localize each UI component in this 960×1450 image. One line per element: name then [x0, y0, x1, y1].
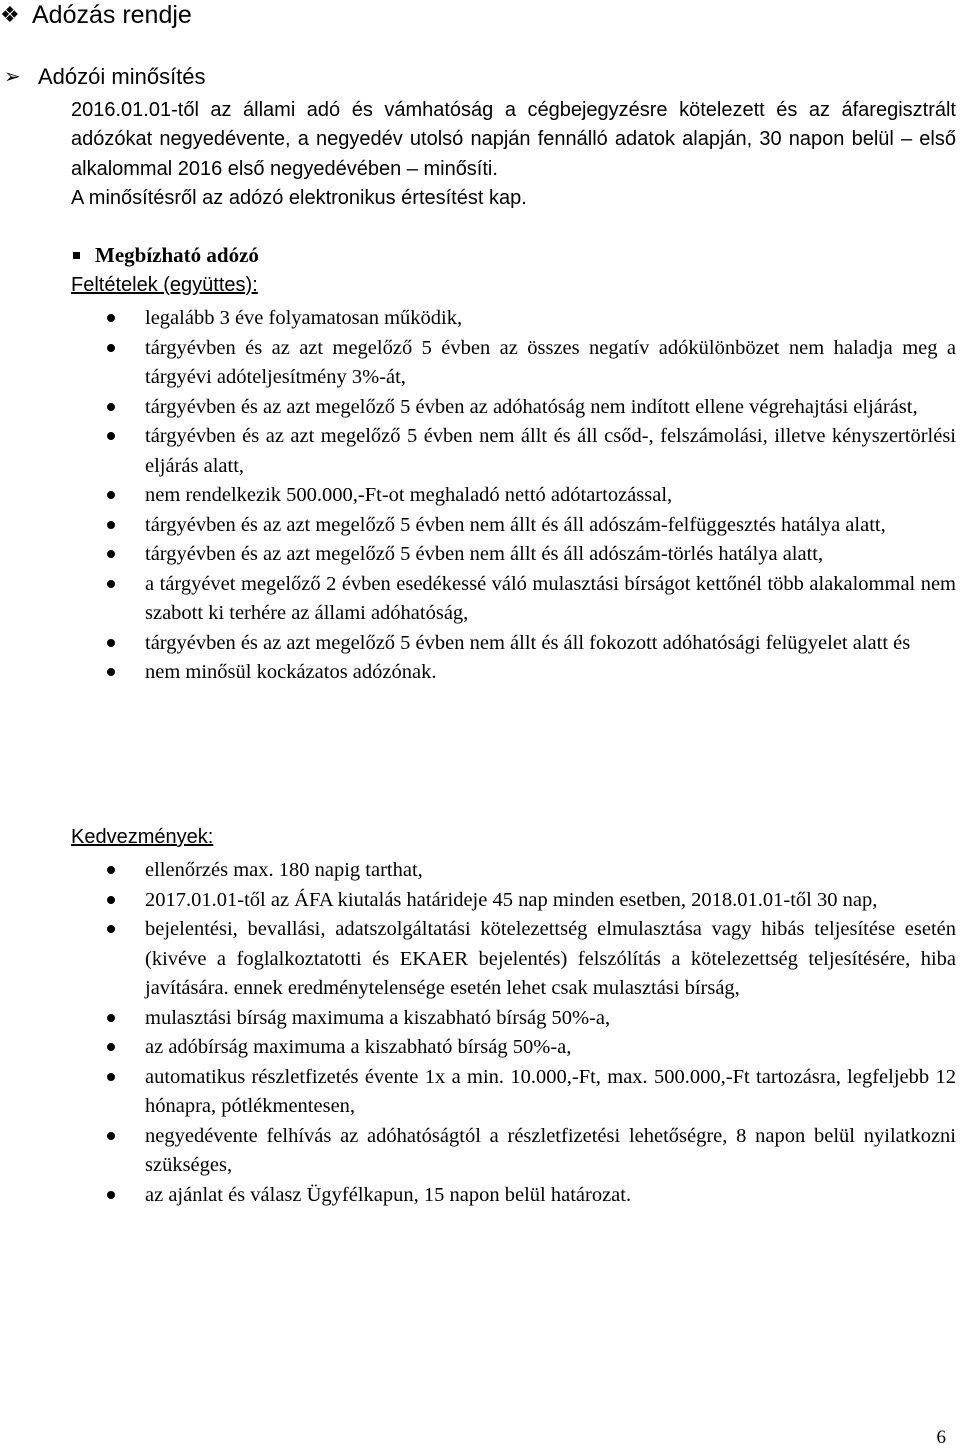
bullet-icon [107, 896, 115, 904]
bullet-icon [107, 1043, 115, 1051]
conditions-list [0, 304, 956, 688]
list-item-text: tárgyévben és az azt megelőző 5 évben az összes negatív adókülönbözet nem haladja meg a tárgyévi adóteljesítmény 3%-át, [145, 336, 956, 388]
list-item-text: 2017.01.01-től az ÁFA kiutalás határideje 45 nap minden esetben, 2018.01.01-től 30 nap, [145, 888, 878, 911]
list-item [0, 915, 956, 1004]
list-item-text: tárgyévben és az azt megelőző 5 évben nem állt és áll adószám-törlés hatálya alatt, [145, 543, 824, 565]
bullet-icon [107, 344, 115, 352]
list-item [0, 1122, 956, 1181]
list-item [0, 393, 956, 423]
list-item-text: az adóbírság maximuma a kiszabható bírság 50%-a, [145, 1036, 572, 1058]
list-item [0, 481, 956, 511]
page-number: 6 [936, 1427, 946, 1448]
list-item [0, 1063, 956, 1122]
list-item-text: automatikus részletfizetés évente 1x a min. 10.000,-Ft, max. 500.000,-Ft tartozásra, legfeljebb 12 hónapra, pótlékmentesen, [145, 1065, 956, 1117]
benefits-label: Kedvezmények: [71, 826, 214, 848]
section-heading [0, 0, 192, 30]
bullet-icon [107, 925, 115, 933]
bullet-icon [107, 550, 115, 558]
list-item-text: nem rendelkezik 500.000,-Ft-ot meghaladó nettó adótartozással, [145, 484, 673, 506]
list-item-text: bejelentési, bevallási, adatszolgáltatási kötelezettség elmulasztása vagy hibás teljesítése esetén (kivéve a foglalkoztatotti és EKAER bejelentés) felszólítás a kötelezettség teljesítésére, hiba javítására. ennek eredménytelensége esetén lehet csak mulasztási bírság, [145, 918, 956, 999]
list-item [0, 511, 956, 541]
bullet-icon [107, 866, 115, 874]
subsection-title: Adózói minősítés [38, 64, 206, 89]
section-title: Adózás rendje [32, 1, 192, 29]
bullet-icon [107, 639, 115, 647]
list-item [0, 658, 956, 688]
list-item [0, 629, 956, 659]
arrowhead-icon: ➢ [4, 66, 21, 88]
list-item-text: a tárgyévet megelőző 2 évben esedékessé váló mulasztási bírságot kettőnél több alakalommal nem szabott ki terhére az állami adóhatóság, [145, 572, 956, 624]
notification-paragraph: A minősítésről az adózó elektronikus értesítést kap. [71, 187, 527, 209]
list-item-text: nem minősül kockázatos adózónak. [145, 661, 437, 683]
list-item-text: mulasztási bírság maximuma a kiszabható bírság 50%-a, [145, 1006, 611, 1029]
diamond-flower-icon: ❖ [0, 2, 20, 27]
list-item [0, 886, 956, 916]
list-item [0, 570, 956, 629]
list-item [0, 334, 956, 393]
bullet-icon [107, 491, 115, 499]
list-item [0, 304, 956, 334]
bullet-icon [107, 1132, 115, 1140]
list-item-text: tárgyévben és az azt megelőző 5 évben az adóhatóság nem indított ellene végrehajtási eljárást, [145, 395, 918, 418]
bullet-icon [107, 521, 115, 529]
list-item-text: az ajánlat és válasz Ügyfélkapun, 15 napon belül határozat. [145, 1183, 632, 1206]
bullet-icon [107, 1014, 115, 1022]
square-bullet-icon [73, 252, 80, 259]
bullet-icon [107, 403, 115, 411]
list-item [0, 1181, 956, 1211]
list-item-text: tárgyévben és az azt megelőző 5 évben nem állt és áll csőd-, felszámolási, illetve kényszertörlési eljárás alatt, [145, 425, 956, 477]
conditions-label: Feltételek (együttes): [71, 274, 258, 296]
list-item-text: tárgyévben és az azt megelőző 5 évben nem állt és áll adószám-felfüggesztés hatálya alatt, [145, 513, 886, 536]
bullet-icon [107, 668, 115, 676]
category-title: Megbízható adózó [95, 243, 259, 267]
list-item [0, 540, 956, 570]
list-item [0, 856, 956, 886]
list-item [0, 1033, 956, 1063]
list-item [0, 422, 956, 481]
bullet-icon [107, 1191, 115, 1199]
list-item-text: legalább 3 éve folyamatosan működik, [145, 307, 463, 329]
bullet-icon [107, 314, 115, 322]
list-item-text: tárgyévben és az azt megelőző 5 évben nem állt és áll fokozott adóhatósági felügyelet alatt és [145, 631, 911, 654]
list-item-text: negyedévente felhívás az adóhatóságtól a részletfizetési lehetőségre, 8 napon belül nyilatkozni szükséges, [145, 1124, 956, 1176]
list-item [0, 1004, 956, 1034]
category-heading [71, 240, 259, 270]
intro-paragraph: 2016.01.01-től az állami adó és vámhatóság a cégbejegyzésre kötelezett és az áfaregisztrált adózókat negyedévente, a negyedév utolsó napján fennálló adatok alapján, 30 napon belül – első alkalommal 2016 első negyedévében – minősíti. [71, 99, 956, 180]
list-item-text: ellenőrzés max. 180 napig tarthat, [145, 859, 423, 881]
bullet-icon [107, 1073, 115, 1081]
bullet-icon [107, 580, 115, 588]
benefits-list [0, 856, 956, 1210]
bullet-icon [107, 432, 115, 440]
subsection-heading [4, 62, 206, 92]
